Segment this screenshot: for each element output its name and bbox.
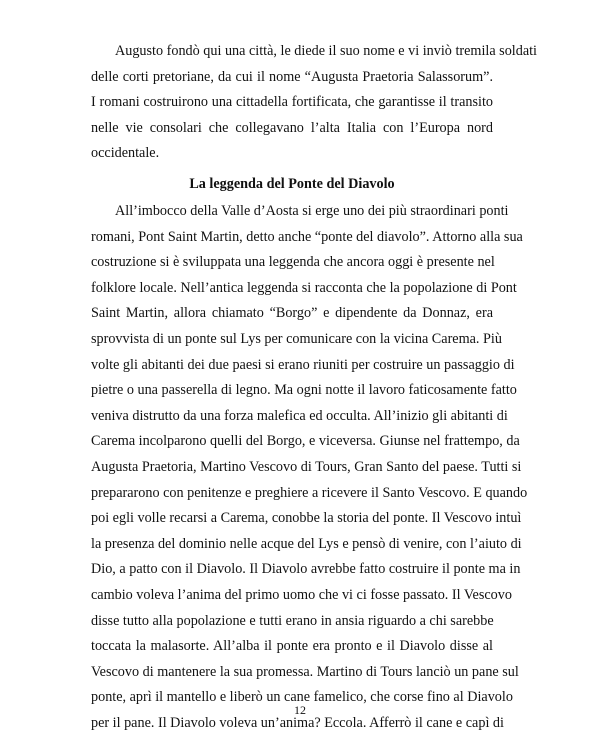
text-line: Carema incolparono quelli del Borgo, e viceversa. Giunse nel frattempo, da — [91, 433, 520, 450]
text-line: volte gli abitanti dei due paesi si erano riuniti per costruire un passaggio di — [91, 356, 515, 373]
text-line: sprovvista di un ponte sul Lys per comunicare con la vicina Carema. Più — [91, 330, 502, 347]
text-line: nelle vie consolari che collegavano l’alta Italia con l’Europa nord — [91, 119, 493, 136]
text-line: cambio voleva l’anima del primo uomo che vi ci fosse passato. Il Vescovo — [91, 586, 512, 603]
text-line: costruzione si è sviluppata una leggenda che ancora oggi è presente nel — [91, 254, 495, 271]
text-line: romani, Pont Saint Martin, detto anche “ponte del diavolo”. Attorno alla sua — [91, 228, 523, 245]
text-line: Augusta Praetoria, Martino Vescovo di Tours, Gran Santo del paese. Tutti si — [91, 458, 522, 475]
text-line: disse tutto alla popolazione e tutti erano in ansia riguardo a chi sarebbe — [91, 612, 494, 629]
text-line: Augusto fondò qui una città, le diede il suo nome e vi inviò tremila soldati — [115, 43, 538, 59]
text-line: folklore locale. Nell’antica leggenda si racconta che la popolazione di Pont — [91, 279, 517, 296]
section-heading: La leggenda del Ponte del Diavolo — [189, 176, 395, 192]
text-line: I romani costruirono una cittadella fortificata, che garantisse il transito — [91, 94, 493, 111]
text-line: Dio, a patto con il Diavolo. Il Diavolo avrebbe fatto costruire il ponte ma in — [91, 561, 521, 578]
text-line: la presenza del dominio nelle acque del Lys e pensò di venire, con l’aiuto di — [91, 535, 522, 552]
text-line: pietre o una passerella di legno. Ma ogni notte il lavoro faticosamente fatto — [91, 382, 517, 399]
text-line: occidentale. — [91, 145, 160, 162]
text-line: prepararono con penitenze e preghiere a ricevere il Santo Vescovo. E quando — [91, 484, 528, 501]
text-line: toccata la malasorte. All’alba il ponte era pronto e il Diavolo disse al — [91, 638, 493, 655]
text-line: delle corti pretoriane, da cui il nome “Augusta Praetoria Salassorum”. — [91, 68, 493, 85]
paragraph-intro — [91, 39, 538, 167]
text-line: Saint Martin, allora chiamato “Borgo” e dipendente da Donnaz, era — [91, 305, 493, 322]
text-line: poi egli volle recarsi a Carema, conobbe la storia del ponte. Il Vescovo intuì — [91, 510, 522, 527]
text-line: per il pane. Il Diavolo voleva un’anima? Eccola. Afferrò il cane e capì di — [91, 714, 504, 731]
text-line: ponte, aprì il mantello e liberò un cane famelico, che corse fino al Diavolo — [91, 689, 513, 706]
page-number: 12 — [294, 703, 306, 717]
text-line: veniva distrutto da una forza malefica ed occulta. All’inizio gli abitanti di — [91, 407, 508, 424]
paragraph-legend — [91, 199, 528, 736]
text-line: Vescovo di mantenere la sua promessa. Martino di Tours lanciò un pane sul — [91, 663, 519, 680]
text-line: All’imbocco della Valle d’Aosta si erge uno dei più straordinari ponti — [115, 203, 509, 219]
